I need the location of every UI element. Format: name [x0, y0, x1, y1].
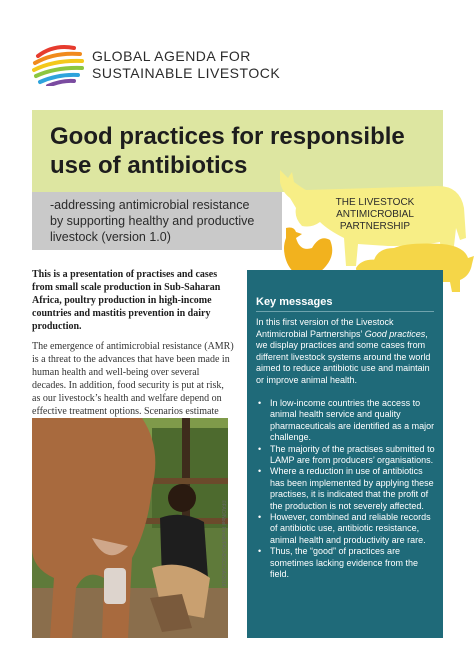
lamp-line3: PARTNERSHIP — [339, 221, 411, 232]
gasl-logo-icon — [32, 42, 86, 86]
key-messages-intro — [256, 317, 436, 387]
intro-paragraph: The emergence of antimicrobial resistance (AMR) is a threat to the advances that have been made in human health and well-being over several decades. In addition, food security is put at risk, as our livestock’s health and welfare depend on effective treatment options. Scenarios estimate — [32, 341, 234, 417]
lamp-label — [320, 197, 430, 233]
key-message-item: • In low-income countries the access to animal health service and quality pharmaceuticals are identified as a major challenge. — [256, 398, 436, 444]
org-name-line2: SUSTAINABLE LIVESTOCK — [92, 65, 281, 81]
photo-credit: ©FAO/Noel Ferelli/FAO-BSCCSA/2016 — [220, 500, 226, 587]
title-line1: Good practices for responsible — [50, 123, 405, 150]
key-message-item: • Thus, the “good” of practices are sometimes lacking evidence from the field. — [256, 546, 436, 580]
key-intro-pre: In this first version of the Livestock Antimicrobial Partnerships’ — [256, 317, 394, 339]
key-intro-italic: Good practices — [364, 328, 426, 339]
subtitle — [50, 197, 285, 245]
key-message-item: • Where a reduction in use of antibiotics has been implemented by applying these practises, it is indicated that the profit of the production is not severely affected. — [256, 466, 436, 512]
key-messages-title: Key messages — [256, 296, 333, 308]
title-line2: use of antibiotics — [50, 152, 248, 179]
milking-cow-photo — [32, 418, 228, 638]
key-intro-post: , we display practices and some cases from different livestock systems around the world aimed to reduce antibiotic use and maintain or improve animal health. — [256, 328, 431, 385]
organization-name — [92, 48, 280, 82]
key-messages-list — [256, 398, 436, 581]
subtitle-line3: livestock (version 1.0) — [50, 230, 171, 244]
subtitle-line1: -addressing antimicrobial resistance — [50, 198, 250, 212]
key-message-item: • However, combined and reliable records of antibiotic use, antibiotic resistance, animal health and productivity are rare. — [256, 512, 436, 546]
subtitle-line2: by supporting healthy and productive — [50, 214, 255, 228]
key-message-item: • The majority of the practises submitted to LAMP are from producers’ organisations. — [256, 444, 436, 467]
lamp-line2: ANTIMICROBIAL — [336, 209, 414, 220]
org-name-line1: GLOBAL AGENDA FOR — [92, 48, 251, 64]
key-messages-divider — [256, 311, 434, 312]
intro-summary: This is a presentation of practises and cases from small scale production in Sub-Saharan Africa, poultry production in high-income countries and mastitis prevention in dairy production. — [32, 269, 221, 332]
lamp-line1: THE LIVESTOCK — [335, 197, 415, 208]
